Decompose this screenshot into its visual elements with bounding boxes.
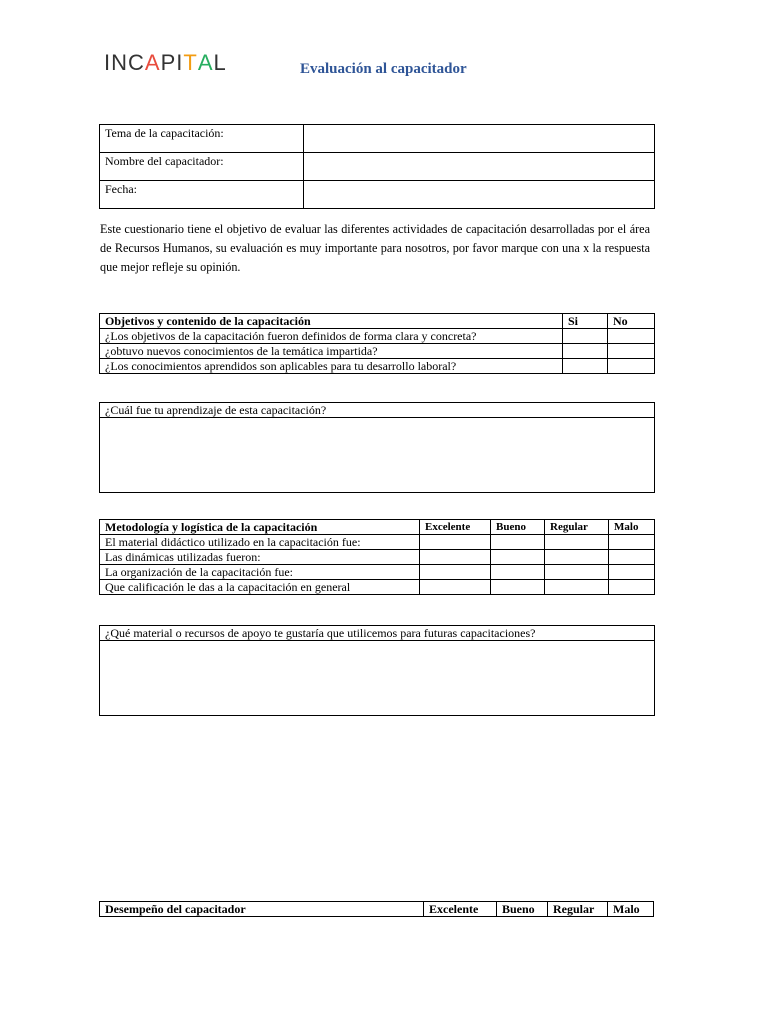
column-malo: Malo	[609, 520, 655, 535]
table-header-row	[100, 314, 655, 329]
column-regular: Regular	[548, 902, 608, 917]
table-row	[100, 565, 655, 580]
question-cell: ¿Los conocimientos aprendidos son aplicables para tu desarrollo laboral?	[100, 359, 563, 374]
trainer-name-field[interactable]	[304, 153, 655, 181]
question-cell: ¿Los objetivos de la capacitación fueron definidos de forma clara y concreta?	[100, 329, 563, 344]
question-cell: El material didáctico utilizado en la capacitación fue:	[100, 535, 420, 550]
trainer-performance-table	[99, 901, 654, 917]
materials-answer-area[interactable]	[100, 641, 654, 715]
answer-cell[interactable]	[609, 535, 655, 550]
answer-cell[interactable]	[491, 565, 545, 580]
answer-cell[interactable]	[609, 565, 655, 580]
answer-cell-no[interactable]	[608, 344, 655, 359]
answer-cell[interactable]	[420, 580, 491, 595]
learning-question-box	[99, 402, 655, 493]
table-row	[100, 359, 655, 374]
table-header-row	[100, 902, 654, 917]
learning-question: ¿Cuál fue tu aprendizaje de esta capacitación?	[100, 403, 654, 418]
performance-header: Desempeño del capacitador	[100, 902, 424, 917]
answer-cell-si[interactable]	[563, 359, 608, 374]
answer-cell[interactable]	[491, 580, 545, 595]
question-cell: La organización de la capacitación fue:	[100, 565, 420, 580]
learning-answer-area[interactable]	[100, 418, 654, 492]
date-field[interactable]	[304, 181, 655, 209]
logo-text: INCAPITAL	[104, 50, 227, 75]
objectives-header: Objetivos y contenido de la capacitación	[100, 314, 563, 329]
company-logo	[104, 50, 227, 76]
column-malo: Malo	[608, 902, 654, 917]
table-row	[100, 580, 655, 595]
column-bueno: Bueno	[491, 520, 545, 535]
question-cell: Que calificación le das a la capacitación en general	[100, 580, 420, 595]
question-cell: ¿obtuvo nuevos conocimientos de la temática impartida?	[100, 344, 563, 359]
objectives-table	[99, 313, 655, 374]
table-row	[100, 344, 655, 359]
table-row	[100, 535, 655, 550]
topic-field[interactable]	[304, 125, 655, 153]
column-bueno: Bueno	[497, 902, 548, 917]
answer-cell[interactable]	[545, 550, 609, 565]
answer-cell[interactable]	[420, 565, 491, 580]
page-title: Evaluación al capacitador	[300, 61, 467, 77]
table-row	[100, 181, 655, 209]
question-cell: Las dinámicas utilizadas fueron:	[100, 550, 420, 565]
answer-cell[interactable]	[491, 550, 545, 565]
methodology-header: Metodología y logística de la capacitación	[100, 520, 420, 535]
answer-cell[interactable]	[491, 535, 545, 550]
column-excelente: Excelente	[420, 520, 491, 535]
answer-cell[interactable]	[545, 580, 609, 595]
answer-cell-si[interactable]	[563, 329, 608, 344]
answer-cell[interactable]	[420, 535, 491, 550]
answer-cell-no[interactable]	[608, 329, 655, 344]
column-si: Si	[563, 314, 608, 329]
answer-cell[interactable]	[545, 565, 609, 580]
column-no: No	[608, 314, 655, 329]
table-row	[100, 125, 655, 153]
answer-cell-no[interactable]	[608, 359, 655, 374]
answer-cell[interactable]	[545, 535, 609, 550]
date-label: Fecha:	[100, 181, 304, 209]
trainer-name-label: Nombre del capacitador:	[100, 153, 304, 181]
answer-cell[interactable]	[420, 550, 491, 565]
table-row	[100, 329, 655, 344]
table-row	[100, 550, 655, 565]
table-header-row	[100, 520, 655, 535]
intro-paragraph: Este cuestionario tiene el objetivo de evaluar las diferentes actividades de capacitación desarrolladas por el área de Recursos Humanos, su evaluación es muy importante para nosotros, por favor marque con una x la respuesta que mejor refleje su opinión.	[100, 222, 650, 274]
answer-cell[interactable]	[609, 550, 655, 565]
materials-question-box	[99, 625, 655, 716]
methodology-table	[99, 519, 655, 595]
answer-cell-si[interactable]	[563, 344, 608, 359]
materials-question: ¿Qué material o recursos de apoyo te gustaría que utilicemos para futuras capacitaciones?	[100, 626, 654, 641]
topic-label: Tema de la capacitación:	[100, 125, 304, 153]
training-info-table	[99, 124, 655, 209]
table-row	[100, 153, 655, 181]
column-regular: Regular	[545, 520, 609, 535]
answer-cell[interactable]	[609, 580, 655, 595]
column-excelente: Excelente	[424, 902, 497, 917]
